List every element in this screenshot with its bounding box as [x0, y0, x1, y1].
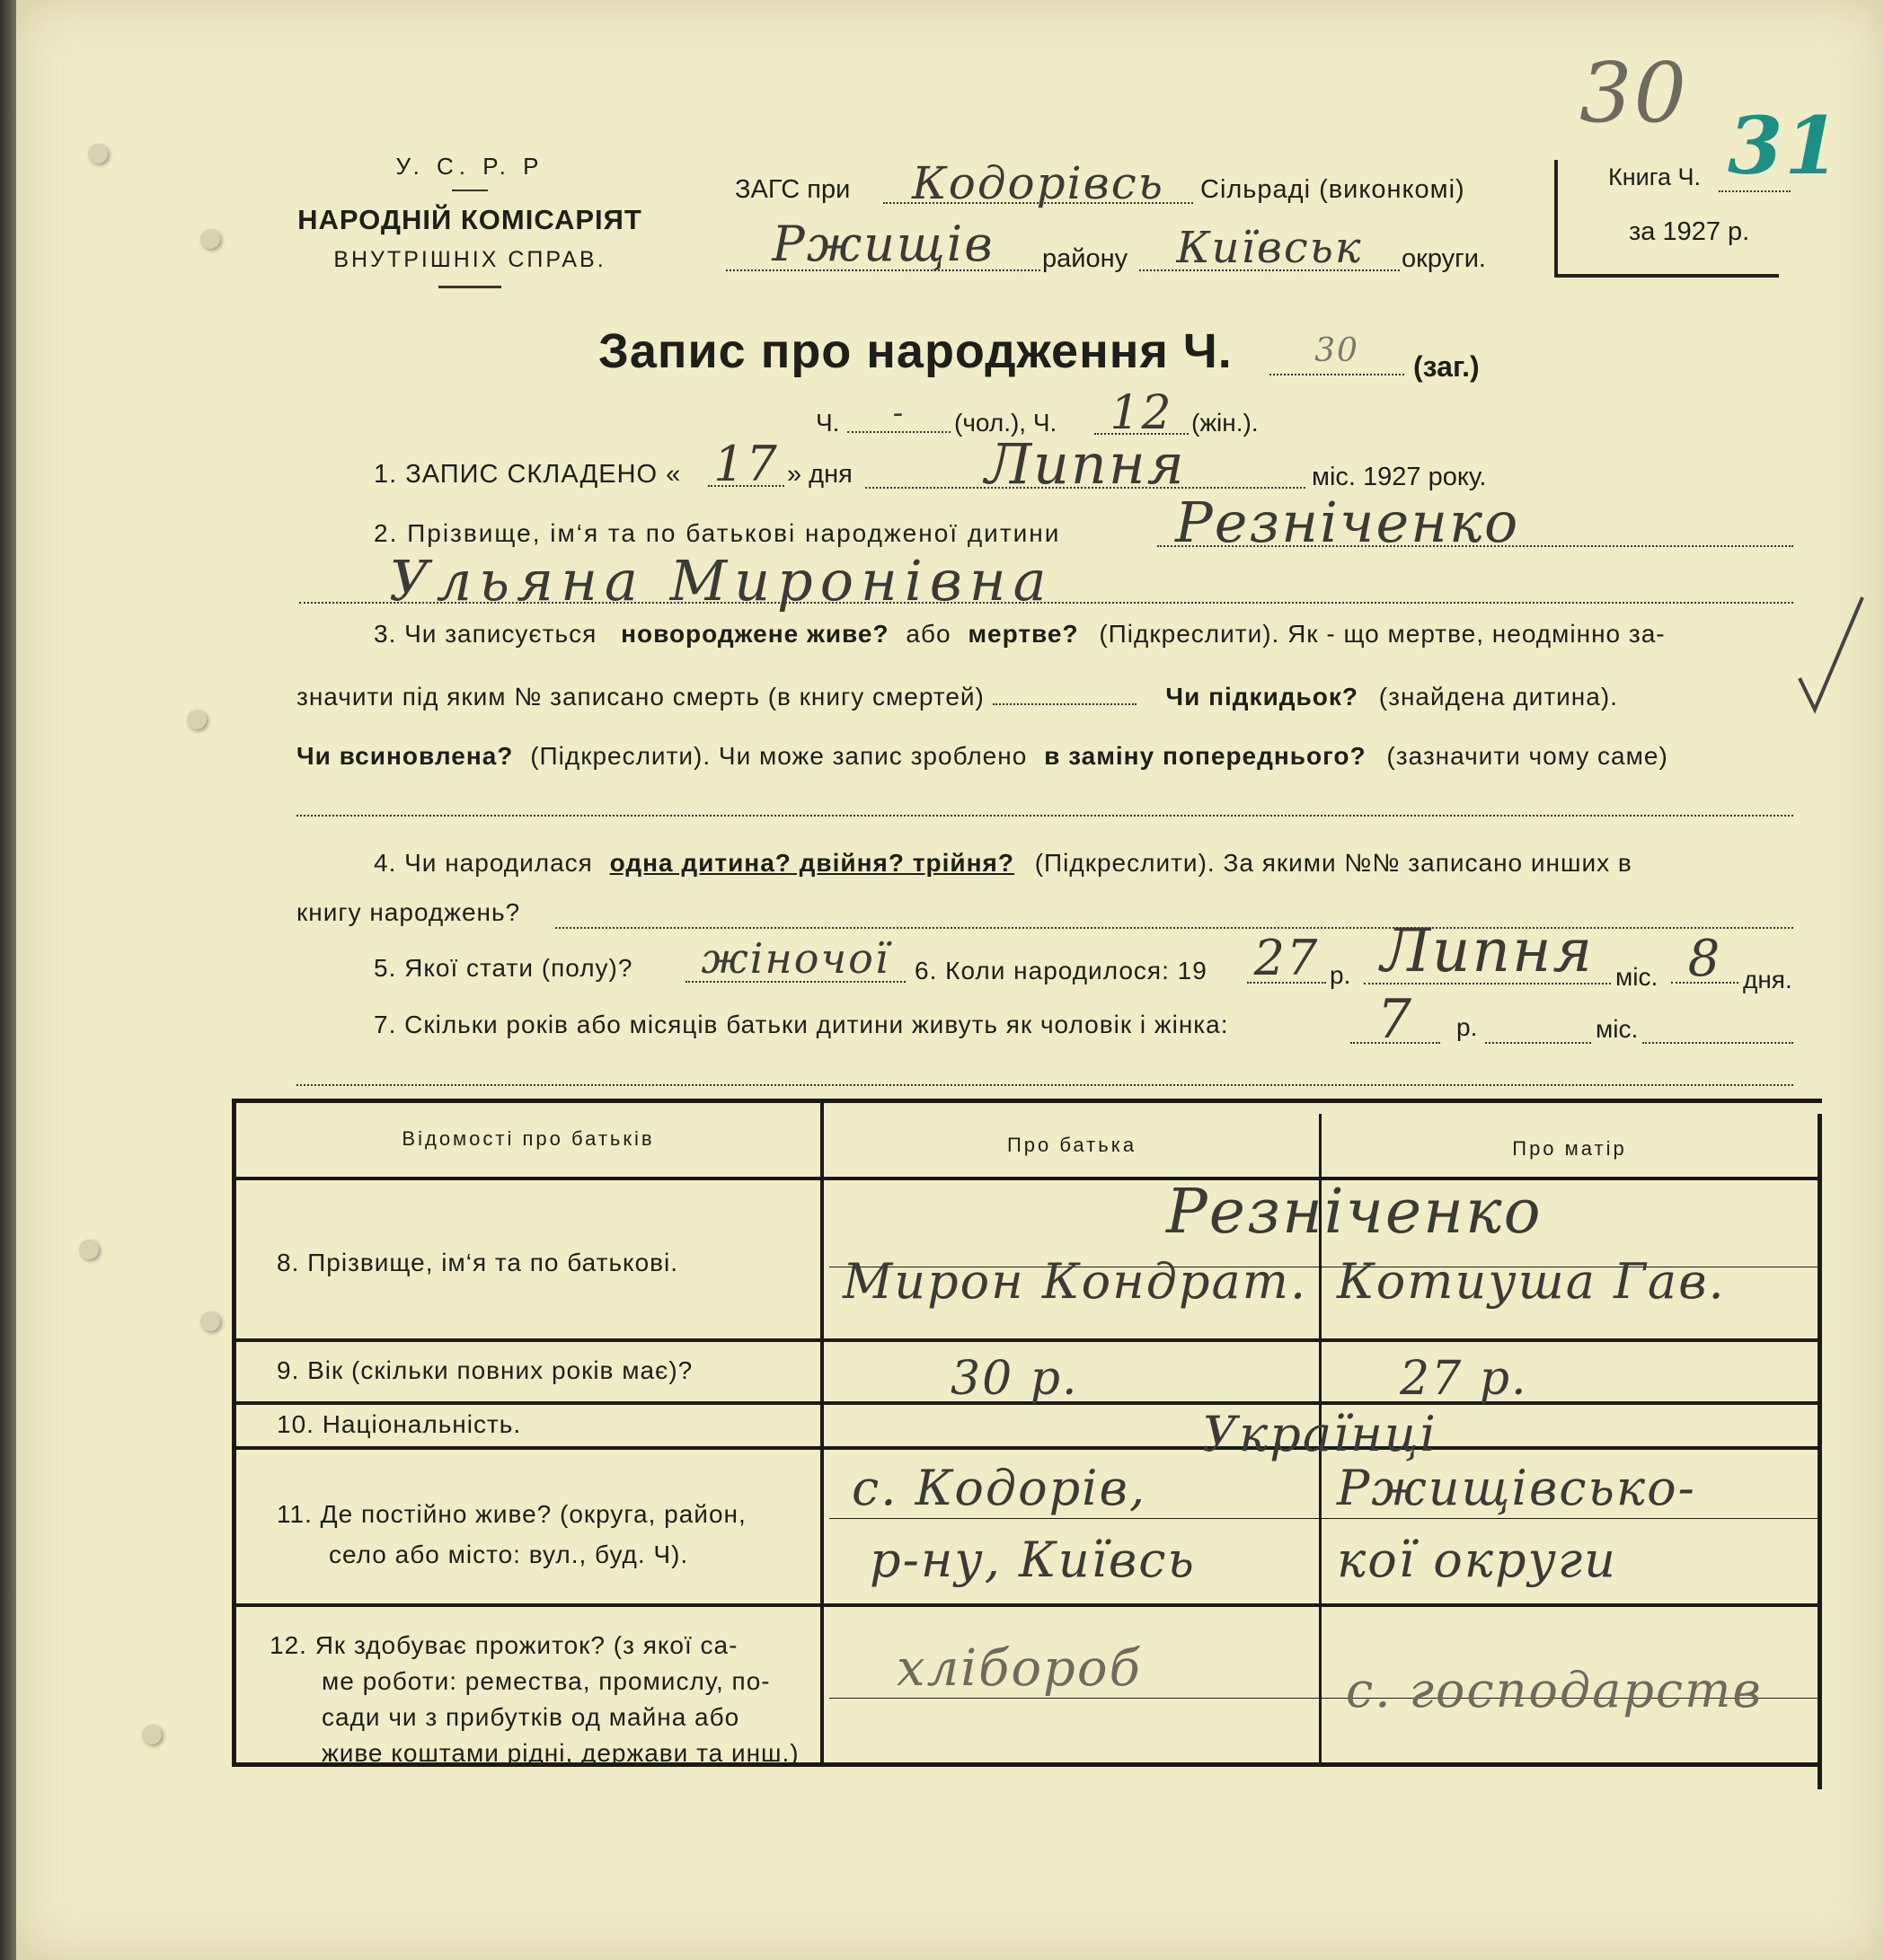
sub-prefix: Ч.	[816, 409, 840, 437]
item7-r: р.	[1456, 1013, 1478, 1041]
item6-day-field	[1671, 930, 1738, 988]
item5-field	[685, 934, 906, 983]
book-label: Книга Ч.	[1608, 163, 1701, 190]
item3-line1	[374, 620, 1666, 649]
text-bold: Чи всиновлена?	[296, 742, 514, 770]
female-count-field	[1094, 386, 1189, 440]
text: (зазначити чому саме)	[1386, 742, 1668, 770]
table-header-father: Про батька	[1006, 1134, 1137, 1156]
punch-hole	[142, 1725, 162, 1744]
okrug-field	[1139, 223, 1400, 271]
row10-label: 10. Національність.	[277, 1410, 522, 1438]
row12-father: хлібороб	[897, 1639, 1142, 1698]
punch-hole	[88, 144, 108, 163]
row12-label-4: живе коштами рідні, держави та инш.)	[322, 1739, 800, 1767]
item6-month-handwritten: Липня	[1380, 916, 1595, 985]
record-number-handwritten: 30	[1314, 332, 1359, 369]
text-bold: одна дитина? двійня? трійня?	[609, 849, 1014, 877]
okrug-handwritten: Київськ	[1176, 223, 1363, 273]
village-handwritten: Кодорівсь	[912, 157, 1164, 209]
row9-mother: 27 р.	[1400, 1352, 1528, 1406]
female-label: (жін.).	[1191, 409, 1259, 437]
corner-number: 30	[1579, 45, 1689, 141]
book-number-handwritten: 31	[1728, 99, 1842, 192]
district-handwritten: Ржищів	[772, 216, 995, 272]
text-bold: в заміну попереднього?	[1044, 742, 1367, 770]
row8-father: Мирон Кондрат.	[843, 1253, 1308, 1310]
district-field	[726, 216, 1040, 271]
divider	[452, 190, 488, 191]
birth-record-page	[16, 0, 1884, 1960]
zags-prefix: ЗАГС при	[735, 175, 851, 204]
council-label: Сільраді (виконкомі)	[1200, 175, 1465, 204]
text: 3. Чи записується	[374, 620, 597, 648]
male-count-field	[847, 395, 951, 433]
row9-father: 30 р.	[951, 1352, 1079, 1406]
record-suffix: (заг.)	[1413, 350, 1480, 383]
item6-label: 6. Коли народилося: 19	[915, 957, 1207, 984]
text: або	[906, 620, 951, 648]
item7-tail-line	[1642, 1040, 1793, 1044]
punch-hole	[187, 710, 207, 729]
item1-mid: » дня	[787, 460, 853, 489]
table-header-info: Відомості про батьків	[402, 1127, 655, 1150]
row11-label-1: 11. Де постійно живе? (округа, район,	[277, 1500, 747, 1528]
item2-surname-handwritten: Резніченко	[1175, 490, 1520, 555]
district-label: району	[1042, 244, 1128, 273]
row11-mother-1: Ржищівсько-	[1337, 1460, 1696, 1516]
item6-dnya: дня.	[1743, 966, 1792, 993]
item7-months-field	[1485, 1040, 1591, 1044]
row12-label	[270, 1628, 800, 1771]
text-bold: Чи підкидьок?	[1165, 683, 1358, 711]
item2-name-field	[299, 548, 1793, 614]
item5-handwritten: жіночої	[701, 934, 890, 983]
text: значити під яким № записано смерть (в книгу смертей)	[296, 683, 985, 711]
text: (Підкреслити). За якими №№ записано инших в	[1034, 849, 1632, 877]
row12-mother: с. господарств	[1346, 1662, 1763, 1718]
book-box-left	[1554, 160, 1558, 277]
zags-village-field	[883, 157, 1193, 209]
male-label: (чол.), Ч.	[954, 409, 1057, 437]
item6-day-handwritten: 8	[1687, 930, 1722, 988]
row12-label-1: 12. Як здобуває прожиток? (з якої са-	[270, 1631, 739, 1659]
text: (знайдена дитина).	[1378, 683, 1618, 711]
text: 4. Чи народилася	[374, 849, 593, 877]
item4-line1	[374, 849, 1632, 878]
item6-r: р.	[1330, 961, 1351, 989]
punch-hole	[200, 229, 220, 249]
row11-mother-2: кої округи	[1337, 1532, 1617, 1588]
item1-day-handwritten: 17	[713, 436, 779, 492]
left-header	[286, 153, 654, 288]
item6-mis: міс.	[1615, 963, 1658, 991]
table-header-mother: Про матір	[1512, 1137, 1627, 1160]
male-count-handwritten: -	[892, 395, 906, 431]
row8-label: 8. Прізвище, ім‘я та по батькові.	[277, 1249, 679, 1276]
item7-blank-line	[296, 1082, 1793, 1086]
record-title: Запис про народження Ч.	[598, 324, 1233, 378]
row8-mother: Котиуша Гав.	[1337, 1253, 1726, 1310]
text-bold: новороджене живе?	[621, 620, 889, 648]
okrug-label: округи.	[1402, 244, 1486, 273]
item2-name-handwritten: Ульяна Миронівна	[389, 548, 1054, 614]
item7-mis: міс.	[1596, 1015, 1639, 1043]
row11-label-2: село або місто: вул., буд. Ч).	[329, 1541, 689, 1568]
item6-year-handwritten: 27	[1253, 930, 1320, 986]
item3-line3	[296, 742, 1668, 771]
item1-month-field	[865, 431, 1305, 497]
item3-blank-line	[296, 813, 1793, 817]
row12-label-3: сади чи з прибутків од майна або	[322, 1703, 740, 1731]
punch-hole	[200, 1311, 220, 1331]
text: (Підкреслити). Чи може запис зроблено	[530, 742, 1028, 770]
item7-years-handwritten: 7	[1376, 988, 1414, 1051]
punch-hole	[79, 1240, 99, 1259]
divider	[438, 286, 501, 288]
item1-day-field	[708, 436, 784, 492]
item4-line2: книгу народжень?	[296, 898, 521, 926]
text: (Підкреслити). Як - що мертве, неодмінно за-	[1099, 620, 1666, 648]
item7-years-field	[1350, 988, 1440, 1051]
text-bold: мертве?	[968, 620, 1079, 648]
item1-suffix: міс. 1927 року.	[1312, 463, 1487, 491]
item1-prefix: 1. ЗАПИС СКЛАДЕНО «	[374, 460, 682, 489]
book-box-bottom	[1554, 274, 1779, 278]
commissariat: НАРОДНІЙ КОМІСАРІЯТ	[297, 204, 642, 235]
female-count-handwritten: 12	[1110, 386, 1173, 440]
row10-shared: Українці	[1202, 1406, 1437, 1462]
item6-year-field	[1247, 930, 1326, 984]
republic: У. С. Р. Р	[395, 153, 544, 180]
check-mark	[1795, 593, 1867, 719]
record-number-field	[1269, 332, 1404, 375]
item7-label: 7. Скільки років або місяців батьки дитини живуть як чоловік і жінка:	[374, 1011, 1229, 1038]
row8-shared-surname: Резніченко	[1166, 1177, 1543, 1248]
row11-father-1: с. Кодорів,	[852, 1460, 1147, 1516]
item3-line2	[296, 683, 1618, 711]
department: ВНУТРІШНІХ СПРАВ.	[333, 247, 606, 272]
row11-father-2: р-ну, Київсь	[870, 1532, 1196, 1588]
item2-surname-field	[1157, 490, 1793, 555]
item5-label: 5. Якої стати (полу)?	[374, 954, 633, 982]
item2-label: 2. Прізвище, ім‘я та по батькові народженої дитини	[374, 519, 1061, 547]
row12-label-2: ме роботи: ремества, промислу, по-	[322, 1667, 771, 1695]
item1-month-handwritten: Липня	[985, 431, 1186, 497]
item6-month-field	[1364, 916, 1611, 984]
book-year: за 1927 р.	[1629, 217, 1750, 246]
row9-label: 9. Вік (скільки повних років має)?	[277, 1356, 694, 1384]
